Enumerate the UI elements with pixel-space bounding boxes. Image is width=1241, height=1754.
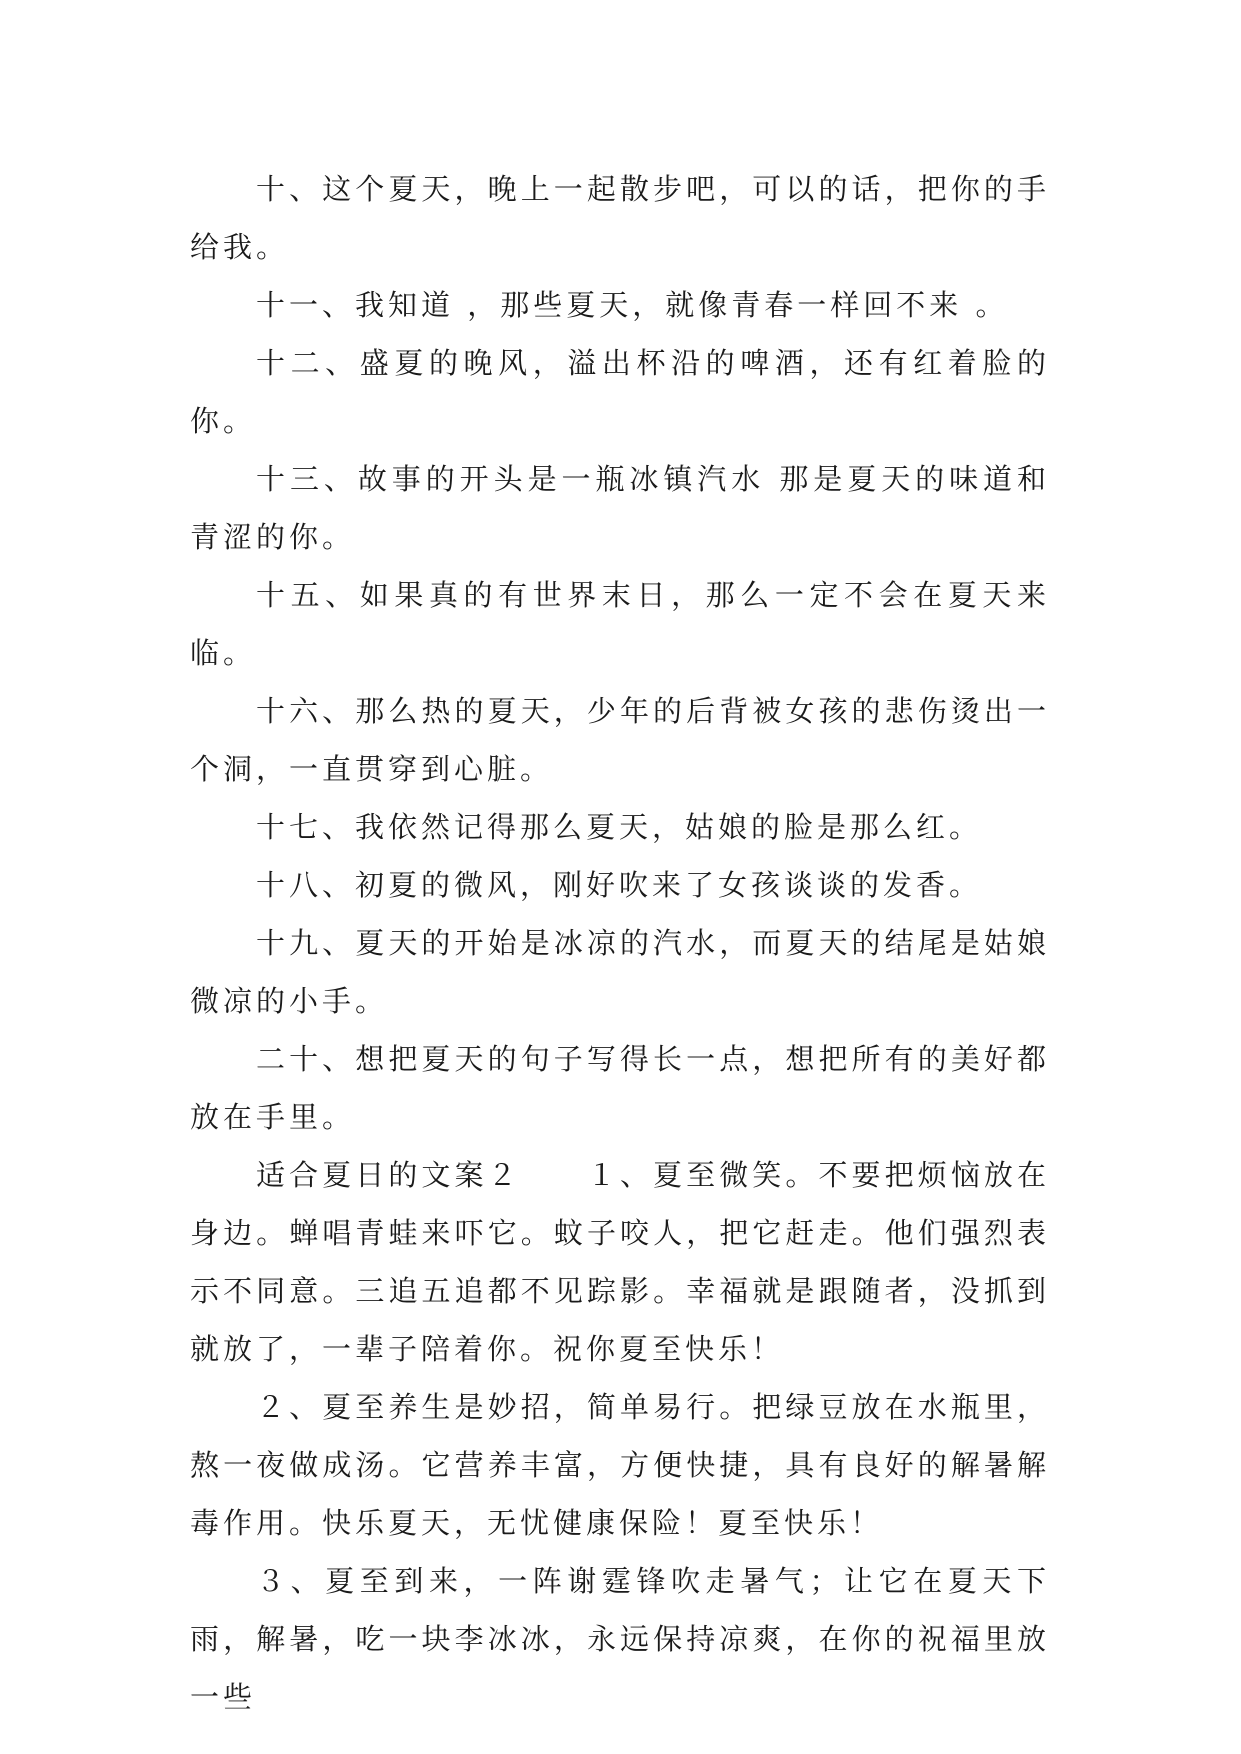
- paragraph: 十三、故事的开头是一瓶冰镇汽水 那是夏天的味道和青涩的你。: [190, 462, 1050, 554]
- paragraph: 十二、盛夏的晚风，溢出杯沿的啤酒，还有红着脸的你。: [190, 346, 1050, 438]
- document-body: [190, 160, 1050, 1726]
- paragraph: 十五、如果真的有世界末日，那么一定不会在夏天来临。: [190, 578, 1050, 670]
- paragraph: ３、夏至到来，一阵谢霆锋吹走暑气；让它在夏天下雨，解暑，吃一块李冰冰，永远保持凉爽，在你的祝福里放一些: [190, 1564, 1050, 1714]
- paragraph: 适合夏日的文案２ １、夏至微笑。不要把烦恼放在身边。蝉唱青蛙来吓它。蚊子咬人，把它赶走。他们强烈表示不同意。三追五追都不见踪影。幸福就是跟随者，没抓到就放了，一辈子陪着你。祝你夏至快乐！: [190, 1158, 1050, 1366]
- paragraph: 十八、初夏的微风，刚好吹来了女孩谈谈的发香。: [256, 868, 983, 902]
- paragraph: ２、夏至养生是妙招，简单易行。把绿豆放在水瓶里，熬一夜做成汤。它营养丰富，方便快捷，具有良好的解暑解毒作用。快乐夏天，无忧健康保险！夏至快乐！: [190, 1390, 1050, 1540]
- paragraph: 二十、想把夏天的句子写得长一点，想把所有的美好都放在手里。: [190, 1042, 1050, 1134]
- paragraph: 十六、那么热的夏天，少年的后背被女孩的悲伤烫出一个洞，一直贯穿到心脏。: [190, 694, 1050, 786]
- paragraph: 十七、我依然记得那么夏天，姑娘的脸是那么红。: [256, 810, 983, 844]
- paragraph: 十一、我知道 ，那些夏天，就像青春一样回不来 。: [256, 288, 1009, 322]
- paragraph: 十、这个夏天，晚上一起散步吧，可以的话，把你的手给我。: [190, 172, 1050, 264]
- paragraph: 十九、夏天的开始是冰凉的汽水，而夏天的结尾是姑娘微凉的小手。: [190, 926, 1050, 1018]
